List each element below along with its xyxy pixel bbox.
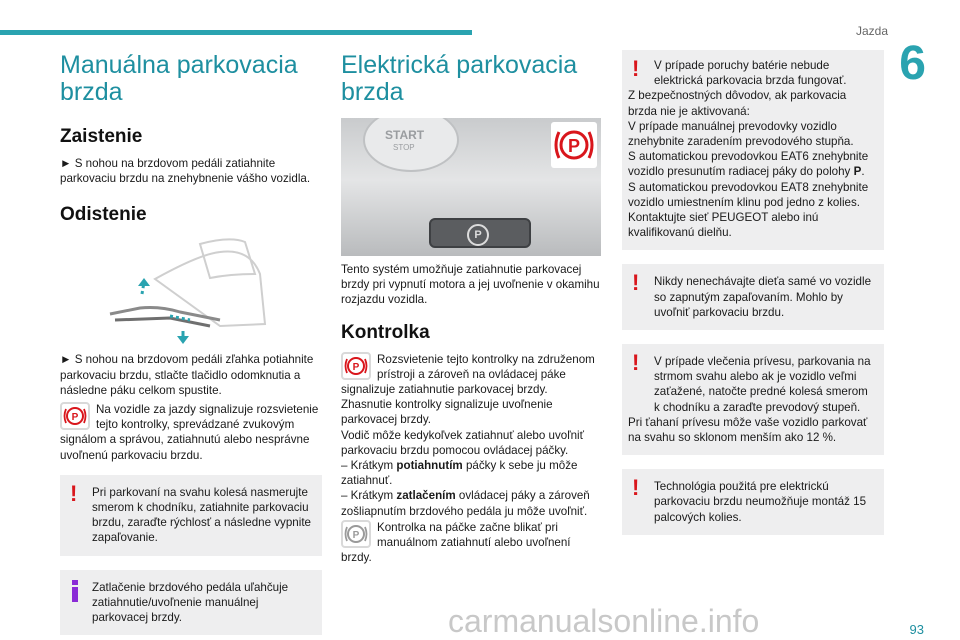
section-title-manual-brake: Manuálna parkovacia brzda	[60, 51, 298, 106]
apply-text: ► S nohou na brzdovom pedáli zatiahnite parkovaciu brzdu na znehybnenie vášho vozidla.	[60, 157, 311, 186]
warning-box-wheels	[622, 469, 884, 535]
section-label: Jazda	[855, 24, 888, 38]
column-electric-brake	[341, 52, 603, 565]
header-accent-bar	[0, 30, 472, 35]
warning-icon-3: !	[632, 350, 640, 376]
warn1-line3: V prípade manuálnej prevodovky vozidlo znehybnite zaradením prevodového stupňa.	[628, 119, 854, 149]
column-warnings	[622, 50, 884, 535]
warn4-text: Technológia použitá pre elektrickú parkovaciu brzdu neumožňuje montáž 15 palcových kolies.	[654, 480, 867, 524]
chapter-number: 6	[899, 37, 926, 90]
section-title-electric-brake: Elektrická parkovacia brzda	[341, 51, 578, 106]
warning-icon: !	[70, 480, 78, 506]
pull-prefix: – Krátkym	[341, 459, 397, 473]
switch-p-icon: P	[467, 224, 489, 246]
lamp-text-1: Rozsvietenie tejto kontrolky na združenom prístroji a zároveň na ovládacej páke signalizuje zatiahnutie parkovacej brzdy.	[341, 352, 595, 397]
warn1-line4-prefix: S automatickou prevodovkou EAT6 znehybnite vozidlo presunutím radiacej páky do polohy	[628, 150, 869, 179]
warn1-line6: Kontaktujte sieť PEUGEOT alebo inú kvalifikovanú dielňu.	[628, 211, 819, 240]
info-text-pedal: Zatlačenie brzdového pedála uľahčuje zatiahnutie/uvoľnenie manuálnej parkovacej brzdy.	[92, 580, 289, 625]
handbrake-illustration	[60, 234, 322, 344]
warn3-line1: V prípade vlečenia prívesu, parkovania na strmom svahu alebo ak je vozidlo veľmi zaťažené, natočte predné kolesá smerom k chodníku a zaraďte prevodový stupeň.	[654, 355, 871, 414]
svg-text:P: P	[352, 361, 360, 373]
warn1-line1: V prípade poruchy batérie nebude elektrická parkovacia brzda fungovať.	[654, 59, 847, 88]
start-label: START	[385, 128, 425, 142]
warn3-line2: Pri ťahaní prívesu môže vaše vozidlo parkovať na svahu so sklonom menším ako 12 %.	[628, 415, 868, 445]
warn1-line4-bold: P	[853, 165, 862, 179]
stop-label: STOP	[393, 143, 415, 152]
lamp-text-2: Zhasnutie kontrolky signalizuje uvoľnenie parkovacej brzdy.	[341, 398, 553, 427]
warning-icon-1: !	[632, 56, 640, 81]
warn2-text: Nikdy nenechávajte dieťa samé vo vozidle so zapnutým zapaľovaním. Mohlo by uvoľniť parkovaciu brzdu.	[654, 275, 872, 319]
warn1-line2: Z bezpečnostných dôvodov, ak parkovacia brzda nie je aktivovaná:	[628, 89, 847, 118]
electric-brake-photo	[341, 118, 601, 256]
heading-apply: Zaistenie	[60, 126, 143, 147]
warning-icon-2: !	[632, 270, 640, 296]
release-text: ► S nohou na brzdovom pedáli zľahka potiahnite parkovaciu brzdu, stlačte tlačidlo odomknutia a následne páku celkom spustite.	[60, 353, 314, 397]
parking-brake-lamp-icon	[551, 122, 597, 168]
warning-icon-4: !	[632, 475, 640, 501]
warning-text-slope: Pri parkovaní na svahu kolesá nasmerujte smerom k chodníku, zatiahnite parkovaciu brzdu, zaraďte rýchlosť a následne vypnite zapaľovanie.	[92, 485, 311, 545]
parking-brake-switch[interactable]	[429, 218, 531, 248]
svg-text:P: P	[567, 136, 581, 156]
lamp-text-3: Vodič môže kedykoľvek zatiahnuť alebo uvoľniť parkovaciu brzdu pomocou ovládacej páčky.	[341, 428, 584, 457]
page-number: 93	[909, 622, 924, 637]
warn1-line5: S automatickou prevodovkou EAT8 znehybnite vozidlo umiestnením klinu pod jedno z kolies.	[628, 180, 869, 209]
warning-box-slope	[60, 475, 322, 556]
parking-brake-warning-icon-2	[341, 352, 371, 380]
warn1-line4	[628, 149, 876, 179]
intro-text: Tento systém umožňuje zatiahnutie parkovacej brzdy pri vypnutí motora a jej uvoľnenie v okamihu rozjazdu vozidla.	[341, 263, 600, 307]
warning-box-child	[622, 264, 884, 330]
info-box-pedal	[60, 570, 322, 636]
warning-box-battery	[622, 50, 884, 250]
push-suffix: ovládacej páky a zároveň zošliapnutím brzdového pedála ju môže uvoľniť.	[341, 489, 590, 518]
push-instruction	[341, 488, 603, 518]
column-manual-brake	[60, 52, 322, 635]
watermark: carmanualsonline.info	[448, 603, 760, 639]
heading-release: Odistenie	[60, 204, 147, 226]
parking-brake-warning-icon	[60, 402, 90, 430]
push-prefix: – Krátkym	[341, 489, 397, 503]
pull-bold: potiahnutím	[396, 459, 463, 473]
warn1-line4-suffix: .	[861, 165, 865, 179]
pull-instruction	[341, 458, 603, 488]
svg-text:P: P	[352, 529, 360, 541]
parking-brake-grey-icon	[341, 520, 371, 548]
info-icon	[72, 580, 78, 602]
svg-text:P: P	[71, 412, 79, 424]
pull-suffix: páčky k sebe ju môže zatiahnuť.	[341, 459, 578, 488]
push-bold: zatlačením	[396, 489, 456, 503]
heading-lamp: Kontrolka	[341, 321, 430, 343]
lamp-text-manual: Na vozidle za jazdy signalizuje rozsvietenie tejto kontrolky, sprevádzané zvukovým signálom a správou, zatiahnutú alebo nesprávne uvoľnenú parkovaciu brzdu.	[60, 403, 319, 462]
blink-text: Kontrolka na páčke začne blikať pri manuálnom zatiahnutí alebo uvoľnení brzdy.	[341, 520, 571, 565]
warning-box-trailer	[622, 344, 884, 455]
